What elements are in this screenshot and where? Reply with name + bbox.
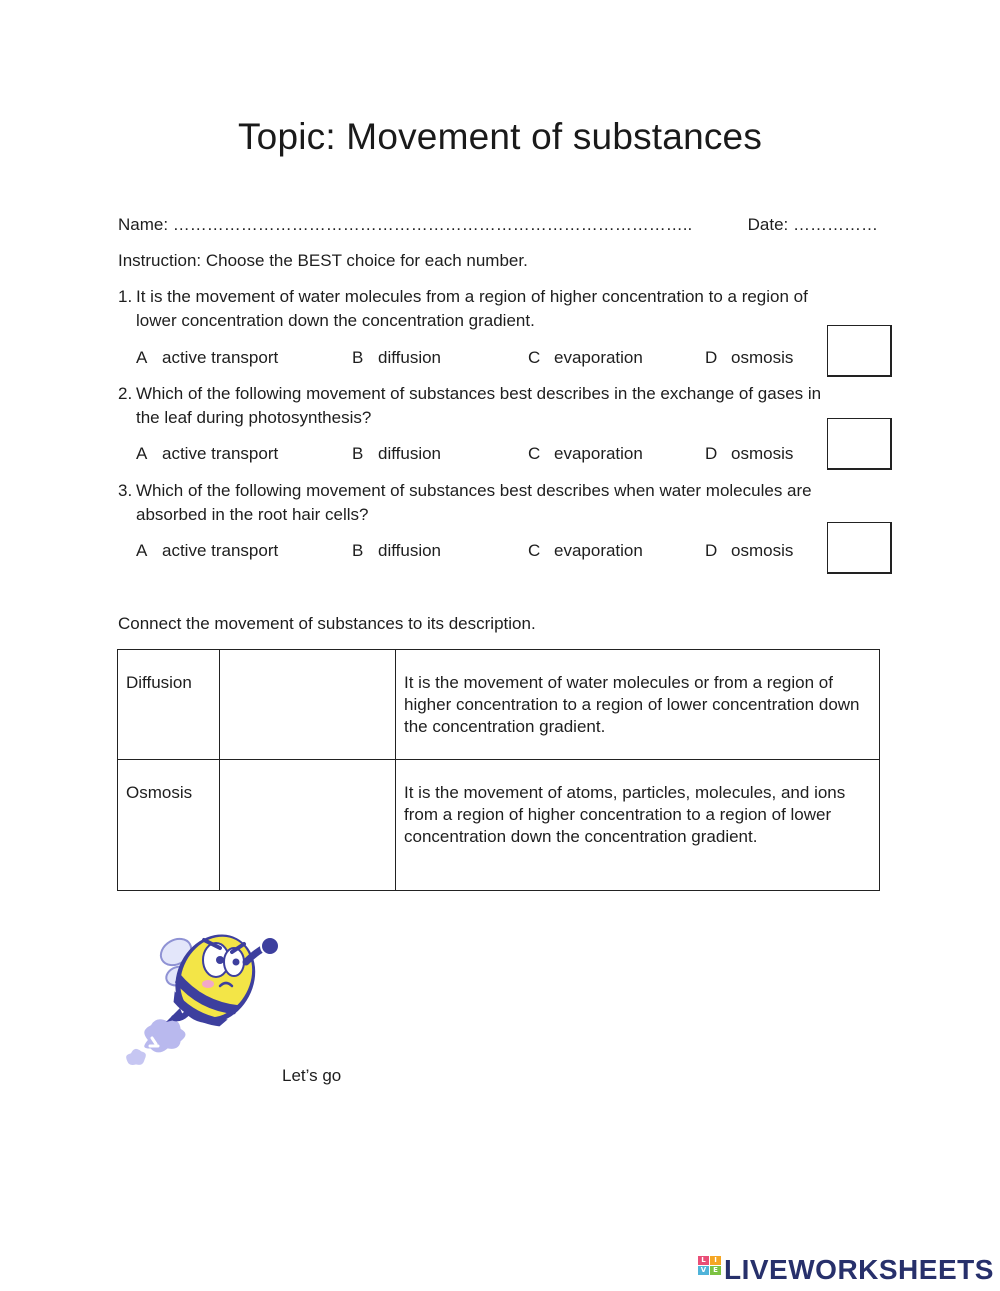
question-3 (118, 479, 883, 527)
match-area[interactable] (220, 650, 396, 760)
answer-box-2[interactable] (827, 418, 892, 470)
match-area[interactable] (220, 760, 396, 891)
description-cell: It is the movement of atoms, particles, molecules, and ions from a region of higher concentration to a region of lower concentration down the concentration gradient. (396, 760, 880, 891)
term-cell: Osmosis (118, 760, 220, 891)
description-cell: It is the movement of water molecules or from a region of higher concentration to a region of lower concentration down the concentration gradient. (396, 650, 880, 760)
option-d: D osmosis (705, 348, 794, 367)
options-2 (136, 442, 836, 466)
option-a: A active transport (136, 444, 279, 463)
question-number: 2. (118, 384, 133, 403)
question-text-line1: Which of the following movement of substances best describes in the exchange of gases in (136, 384, 822, 403)
option-a: A active transport (136, 541, 279, 560)
logo-text: LIVEWORKSHEETS (724, 1254, 994, 1285)
question-text-line2: absorbed in the root hair cells? (136, 505, 369, 524)
question-number: 3. (118, 481, 133, 500)
option-c: C evaporation (528, 444, 643, 463)
option-c: C evaporation (528, 541, 643, 560)
liveworksheets-logo (698, 1253, 994, 1287)
option-d: D osmosis (705, 541, 794, 560)
logo-blocks-icon: L I V E (698, 1255, 722, 1285)
options-1 (136, 346, 836, 370)
option-d: D osmosis (705, 444, 794, 463)
term-cell: Diffusion (118, 650, 220, 760)
options-3 (136, 539, 836, 563)
table-row (118, 650, 880, 760)
option-b: B diffusion (352, 348, 442, 367)
option-b: B diffusion (352, 541, 442, 560)
date-field[interactable]: Date: …………… (747, 215, 878, 234)
option-a: A active transport (136, 348, 279, 367)
question-number: 1. (118, 287, 133, 306)
page-title: Topic: Movement of substances (237, 116, 763, 157)
question-1 (118, 285, 883, 333)
instruction-text: Instruction: Choose the BEST choice for each number. (118, 251, 528, 270)
name-field[interactable]: Name: ……………………………………………………………………………….. (118, 215, 693, 234)
cloud-puff (125, 1018, 187, 1067)
matching-table (117, 649, 880, 891)
question-2 (118, 382, 883, 430)
name-date-row (118, 213, 878, 237)
question-text-line1: It is the movement of water molecules from a region of higher concentration to a region of (136, 287, 808, 306)
option-b: B diffusion (352, 444, 442, 463)
caption: Let’s go (282, 1066, 342, 1085)
answer-box-3[interactable] (827, 522, 892, 574)
question-text-line2: the leaf during photosynthesis? (136, 408, 372, 427)
flying-bee-illustration (116, 922, 288, 1084)
connect-instruction: Connect the movement of substances to its description. (118, 614, 536, 633)
answer-box-1[interactable] (827, 325, 892, 377)
option-c: C evaporation (528, 348, 643, 367)
table-row (118, 760, 880, 891)
question-text-line2: lower concentration down the concentration gradient. (136, 311, 535, 330)
question-text-line1: Which of the following movement of substances best describes when water molecules are (136, 481, 812, 500)
